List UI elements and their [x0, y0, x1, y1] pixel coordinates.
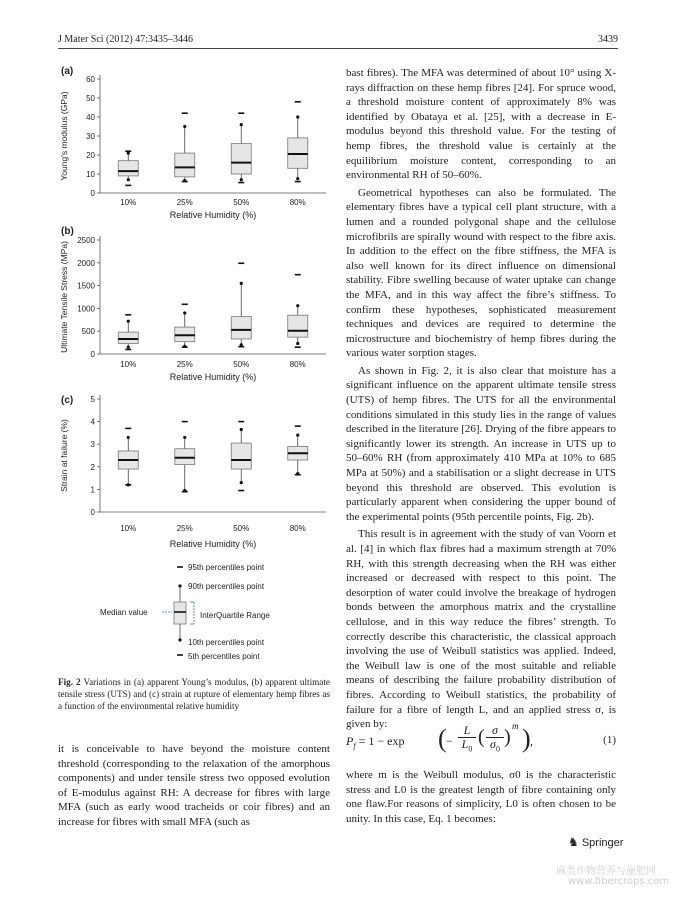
- x-tick-label: 50%: [233, 360, 250, 369]
- header-rule: [58, 48, 618, 49]
- iqr-box: [118, 161, 138, 176]
- watermark-line-2: www.fibercrops.com: [568, 876, 670, 887]
- right-paragraph-3: As shown in Fig. 2, it is also clear that moisture has a significant influence on the apparent ultimate tensile stress (UTS) of hemp fibres. The UTS for all the environmental conditions simulated in this study lies in the range of values described in the literature [26]. Drying of the fibre appears to significantly lower its strength. An increase in UTS up to 50–60% RH (from approximately 410 MPa at 10% to 685 MPa at 50%) and a stabilisation or a slight decrease in UTS beyond this threshold are observed. This evolution is particularly apparent when considering the upper bound of the experimental points (95th percentile points, Fig. 2b).: [346, 364, 616, 523]
- y-tick-label: 2000: [77, 258, 95, 268]
- iqr-box: [288, 315, 308, 337]
- left-paragraph: it is conceivable to have beyond the moisture content threshold (corresponding to the relaxation of the amorphous components) and under tensile stress two opposed evolution of E-modulus against RH: A decrease for fibres with large MFA (such as early wood tracheids or coir fibres) and an increase for fibres with small MFA (such as: [58, 743, 330, 828]
- iqr-box: [175, 153, 195, 177]
- legend-box: [174, 602, 186, 624]
- figure-caption: [58, 676, 330, 712]
- legend-p10-label: 10th percentiles point: [188, 638, 265, 647]
- p90-point: [296, 434, 299, 437]
- p90-point: [183, 311, 186, 314]
- iqr-box: [118, 332, 138, 343]
- y-tick-label: 60: [86, 75, 95, 84]
- figure-2: [58, 62, 333, 672]
- p10-point: [240, 481, 243, 484]
- right-paragraph-1: bast fibres). The MFA was determined of about 10° using X-rays diffraction on these hemp fibres [24]. For spruce wood, a threshold moisture content of approximately 8% was identified by Obataya et al. [25], with a decrease in E-modulus beyond this threshold value. For the testing of hemp fibres, the threshold value is certainly at the equilibrium moisture content, corresponding to an environmental RH of 50–60%.: [346, 67, 616, 182]
- p90-point: [127, 436, 130, 439]
- x-tick-label: 10%: [120, 360, 137, 369]
- x-axis-label: Relative Humidity (%): [169, 539, 257, 549]
- y-tick-label: 2500: [77, 236, 95, 245]
- p10-point: [127, 178, 130, 181]
- y-tick-label: 10: [86, 170, 95, 179]
- y-axis-label: Young's modulus (GPa): [59, 91, 69, 181]
- springer-logo: [568, 835, 623, 849]
- iqr-box: [175, 449, 195, 465]
- springer-horse-icon: ♞: [568, 835, 579, 849]
- legend-iqr-label: InterQuartile Range: [200, 611, 270, 620]
- y-tick-label: 50: [86, 94, 95, 103]
- p90-point: [240, 123, 243, 126]
- p90-point: [240, 282, 243, 285]
- x-tick-label: 80%: [289, 524, 306, 533]
- p10-point: [296, 342, 299, 345]
- p10-point: [296, 177, 299, 180]
- iqr-box: [231, 443, 251, 469]
- caption-label: Fig. 2: [58, 677, 81, 687]
- p10-point: [127, 346, 130, 349]
- x-tick-label: 10%: [120, 524, 137, 533]
- publisher-name: Springer: [581, 837, 624, 849]
- y-tick-label: 0: [90, 508, 95, 517]
- right-paragraph-2: Geometrical hypotheses can also be formulated. The elementary fibres have a typical cell plant structure, with a lumen and a rounded polygonal shape and the cellulose microfibrils are spirally wound with respect to the fibre axis. In addition to the effect on the fibre stiffness, the MFA is also well known for its direct influence on dimensional stability. Fibre swelling because of water uptake can change the MFA, and in this way affect the fibre’s stiffness. To confirm these hypotheses, sophisticated measurement techniques and devices are required to determine the microstructure and biochemistry of hemp fibres during the various water sorption stages.: [346, 186, 616, 360]
- legend-p10-point: [178, 638, 181, 641]
- y-axis-label: Strain at failure (%): [59, 419, 69, 492]
- panel-label: (a): [61, 66, 74, 77]
- p90-point: [127, 320, 130, 323]
- legend-p95-label: 95th percentiles point: [188, 563, 265, 572]
- legend-median-label: Median value: [100, 608, 148, 617]
- p90-point: [183, 125, 186, 128]
- caption-text: Variations in (a) apparent Young’s modulus, (b) apparent ultimate tensile stress (UTS) and (c) strain at rupture of elementary hemp fibres as a function of the environmental relative humidity: [58, 677, 330, 711]
- journal-citation: J Mater Sci (2012) 47:3435–3446: [58, 34, 193, 45]
- p90-point: [127, 152, 130, 155]
- p90-point: [296, 115, 299, 118]
- legend-p90-label: 90th percentiles point: [188, 582, 265, 591]
- y-tick-label: 1000: [77, 304, 95, 314]
- y-tick-label: 40: [86, 113, 95, 122]
- p10-point: [240, 178, 243, 181]
- y-tick-label: 5: [90, 395, 95, 404]
- panel-label: (c): [61, 395, 74, 406]
- iqr-box: [231, 144, 251, 174]
- p90-point: [296, 304, 299, 307]
- x-tick-label: 25%: [176, 524, 193, 533]
- x-axis-label: Relative Humidity (%): [169, 372, 257, 382]
- x-tick-label: 25%: [176, 360, 193, 369]
- p90-point: [240, 428, 243, 431]
- x-axis-label: Relative Humidity (%): [169, 210, 257, 220]
- after-equation-paragraph: where m is the Weibull modulus, σ0 is the characteristic stress and L0 is the greatest length of fibre containing only one flaw.For reasons of simplicity, L0 is often chosen to be unity. In this case, Eq. 1 becomes:: [346, 769, 616, 825]
- y-axis-label: Ultimate Tensile Stress (MPa): [59, 241, 69, 353]
- page-number: 3439: [598, 34, 618, 45]
- x-tick-label: 50%: [233, 524, 250, 533]
- y-tick-label: 1: [90, 485, 95, 495]
- y-tick-label: 20: [86, 151, 95, 160]
- weibull-equation: $P_f = 1 - \exp$ ( − L $L_0$ ( σ $\sigma_0$ ) m ) , (1): [346, 721, 616, 754]
- x-tick-label: 50%: [233, 198, 250, 207]
- p90-point: [183, 436, 186, 439]
- right-paragraph-4: This result is in agreement with the study of van Voorn et al. [4] in which flax fibres had a maximum strength at 70% RH, with this strength decreasing when the RH was either increased or decreased with respect to this point. The desorption of water could involve the breakage of hydrogen bonds between the amorphous matrix and the crystalline cellulose, and in this way reduce the fibres’ strength. To correctly describe this characteristic, the classical approach involving the use of Weibull statistics was applied. Indeed, the Weibull law is one of the most suitable and reliable means of describing the failure probability distribution of fibres. According to Weibull statistics, the probability of failure for a fibre of length L, and an applied stress σ, is given by:: [346, 528, 616, 731]
- y-tick-label: 4: [90, 417, 95, 427]
- equation-number: (1): [603, 734, 616, 746]
- watermark-line-1: 麻类作物营养与施肥网: [556, 866, 656, 877]
- panel-label: (b): [61, 226, 74, 237]
- y-tick-label: 3: [90, 440, 95, 450]
- x-tick-label: 10%: [120, 198, 137, 207]
- y-tick-label: 0: [90, 189, 95, 198]
- x-tick-label: 25%: [176, 198, 193, 207]
- y-tick-label: 30: [86, 132, 95, 141]
- right-column: [346, 66, 616, 732]
- y-tick-label: 2: [90, 462, 95, 472]
- iqr-box: [231, 317, 251, 339]
- x-tick-label: 80%: [289, 360, 306, 369]
- x-tick-label: 80%: [289, 198, 306, 207]
- y-tick-label: 0: [90, 350, 95, 359]
- y-tick-label: 500: [81, 327, 95, 337]
- legend-p5-label: 5th percentiles point: [188, 652, 260, 661]
- y-tick-label: 1500: [77, 281, 95, 291]
